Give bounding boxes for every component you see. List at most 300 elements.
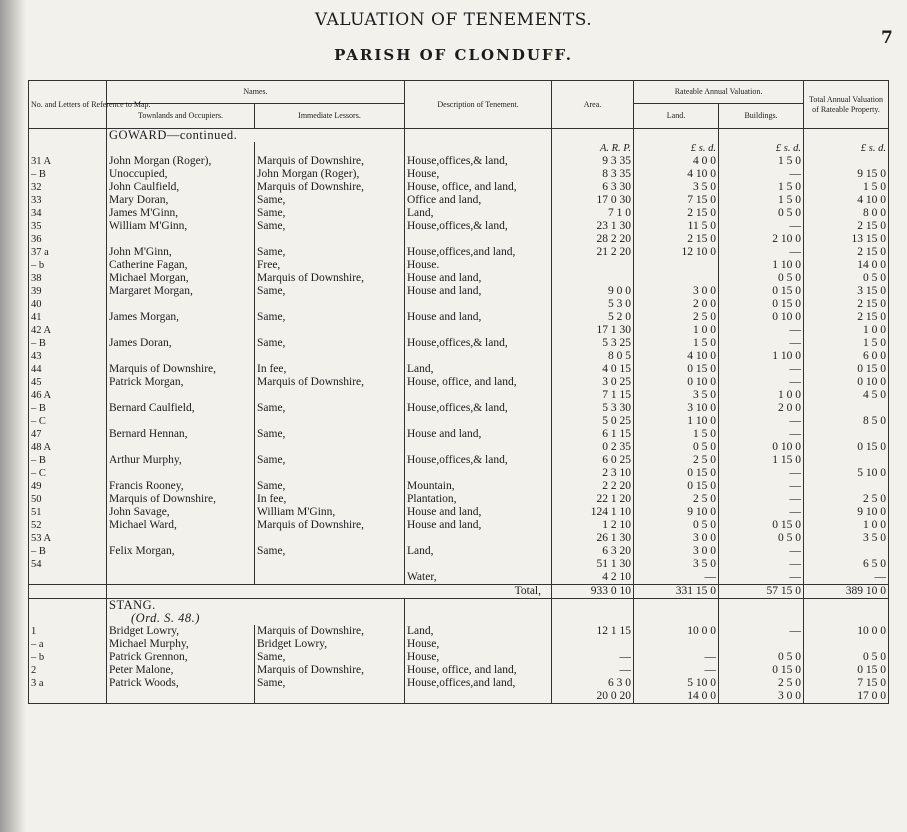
cell-description bbox=[405, 467, 552, 480]
cell-description: Land, bbox=[405, 625, 552, 638]
cell-description: House and land, bbox=[405, 285, 552, 298]
cell-lessor: Marquis of Downshire, bbox=[255, 625, 405, 638]
total-land: 331 15 0 bbox=[634, 585, 719, 599]
cell-occupier: John M'Ginn, bbox=[107, 246, 255, 259]
cell-empty bbox=[552, 612, 634, 625]
cell-description: Land, bbox=[405, 207, 552, 220]
cell-empty bbox=[405, 129, 552, 143]
cell-lessor bbox=[255, 415, 405, 428]
cell-empty bbox=[29, 142, 107, 155]
table-row bbox=[29, 664, 889, 677]
cell-occupier bbox=[107, 571, 255, 585]
cell-buildings: 2 10 0 bbox=[719, 233, 804, 246]
cell-ref: 51 bbox=[29, 506, 107, 519]
cell-lessor: Free, bbox=[255, 259, 405, 272]
cell-description bbox=[405, 558, 552, 571]
cell-occupier: Felix Morgan, bbox=[107, 545, 255, 558]
cell-occupier: Arthur Murphy, bbox=[107, 454, 255, 467]
cell-description bbox=[405, 415, 552, 428]
cell-lessor bbox=[255, 324, 405, 337]
header-names: Names. bbox=[107, 81, 405, 104]
cell-buildings: — bbox=[719, 558, 804, 571]
cell-lessor: Marquis of Downshire, bbox=[255, 272, 405, 285]
cell-empty bbox=[29, 585, 107, 599]
table-row bbox=[29, 532, 889, 545]
cell-ref: 54 bbox=[29, 558, 107, 571]
cell-occupier bbox=[107, 389, 255, 402]
cell-lessor: William M'Ginn, bbox=[255, 506, 405, 519]
table-row bbox=[29, 259, 889, 272]
cell-land: 3 0 0 bbox=[634, 545, 719, 558]
cell-buildings: 0 5 0 bbox=[719, 532, 804, 545]
cell-land: 4 10 0 bbox=[634, 168, 719, 181]
cell-lessor: Same, bbox=[255, 428, 405, 441]
cell-land: 2 5 0 bbox=[634, 493, 719, 506]
cell-empty bbox=[804, 612, 889, 625]
cell-occupier bbox=[107, 532, 255, 545]
cell-total: 6 5 0 bbox=[804, 558, 889, 571]
cell-description: House,offices,and land, bbox=[405, 246, 552, 259]
table-row bbox=[29, 690, 889, 704]
cell-empty bbox=[719, 599, 804, 613]
table-row bbox=[29, 519, 889, 532]
cell-lessor: Marquis of Downshire, bbox=[255, 376, 405, 389]
cell-occupier: Michael Ward, bbox=[107, 519, 255, 532]
section-heading-row bbox=[29, 129, 889, 143]
cell-total: 5 10 0 bbox=[804, 467, 889, 480]
cell-description: House, office, and land, bbox=[405, 376, 552, 389]
unit-label: £ s. d. bbox=[804, 142, 889, 155]
cell-buildings: — bbox=[719, 168, 804, 181]
cell-total: 2 15 0 bbox=[804, 311, 889, 324]
cell-occupier: Bernard Caulfield, bbox=[107, 402, 255, 415]
cell-area: 9 0 0 bbox=[552, 285, 634, 298]
cell-lessor: In fee, bbox=[255, 493, 405, 506]
cell-buildings: 0 15 0 bbox=[719, 285, 804, 298]
cell-land: 3 5 0 bbox=[634, 389, 719, 402]
table-row bbox=[29, 402, 889, 415]
cell-description: Water, bbox=[405, 571, 552, 585]
cell-buildings: — bbox=[719, 480, 804, 493]
cell-occupier: Michael Murphy, bbox=[107, 638, 255, 651]
table-row bbox=[29, 363, 889, 376]
cell-ref: – B bbox=[29, 168, 107, 181]
cell-description bbox=[405, 298, 552, 311]
cell-ref: 52 bbox=[29, 519, 107, 532]
cell-buildings: — bbox=[719, 467, 804, 480]
cell-area: 5 2 0 bbox=[552, 311, 634, 324]
cell-occupier: John Savage, bbox=[107, 506, 255, 519]
cell-area: 3 0 25 bbox=[552, 376, 634, 389]
cell-area: 4 0 15 bbox=[552, 363, 634, 376]
cell-buildings: 0 10 0 bbox=[719, 311, 804, 324]
cell-description: House and land, bbox=[405, 506, 552, 519]
cell-total: 2 5 0 bbox=[804, 493, 889, 506]
cell-empty bbox=[405, 599, 552, 613]
cell-area: 2 3 10 bbox=[552, 467, 634, 480]
cell-occupier: John Morgan (Roger), bbox=[107, 155, 255, 168]
cell-lessor bbox=[255, 571, 405, 585]
cell-buildings: — bbox=[719, 363, 804, 376]
header-lessors: Immediate Lessors. bbox=[255, 104, 405, 129]
cell-lessor bbox=[255, 690, 405, 704]
cell-description: House,offices,& land, bbox=[405, 402, 552, 415]
header-land: Land. bbox=[634, 104, 719, 129]
header-rateable: Rateable Annual Valuation. bbox=[634, 81, 804, 104]
cell-occupier: Catherine Fagan, bbox=[107, 259, 255, 272]
page-subtitle: PARISH OF CLONDUFF. bbox=[334, 46, 573, 64]
cell-land: 2 0 0 bbox=[634, 298, 719, 311]
cell-description: House and land, bbox=[405, 311, 552, 324]
cell-land: 0 5 0 bbox=[634, 441, 719, 454]
cell-ref: 53 A bbox=[29, 532, 107, 545]
table-row bbox=[29, 454, 889, 467]
cell-area: 12 1 15 bbox=[552, 625, 634, 638]
cell-lessor: Marquis of Downshire, bbox=[255, 155, 405, 168]
cell-empty bbox=[552, 599, 634, 613]
cell-buildings: — bbox=[719, 506, 804, 519]
cell-land: 1 10 0 bbox=[634, 415, 719, 428]
cell-land: — bbox=[634, 651, 719, 664]
cell-empty bbox=[107, 142, 255, 155]
cell-ref: – B bbox=[29, 545, 107, 558]
units-row bbox=[29, 142, 889, 155]
cell-total: 0 15 0 bbox=[804, 441, 889, 454]
cell-lessor: Same, bbox=[255, 194, 405, 207]
cell-area: 6 1 15 bbox=[552, 428, 634, 441]
total-total: 389 10 0 bbox=[804, 585, 889, 599]
cell-total: — bbox=[804, 571, 889, 585]
cell-lessor bbox=[255, 467, 405, 480]
cell-total: 0 15 0 bbox=[804, 363, 889, 376]
cell-occupier: William M'Ginn, bbox=[107, 220, 255, 233]
table-row bbox=[29, 638, 889, 651]
unit-label: £ s. d. bbox=[719, 142, 804, 155]
cell-total bbox=[804, 155, 889, 168]
table-row bbox=[29, 389, 889, 402]
cell-lessor: In fee, bbox=[255, 363, 405, 376]
cell-total: 14 0 0 bbox=[804, 259, 889, 272]
total-buildings: 57 15 0 bbox=[719, 585, 804, 599]
cell-occupier: Michael Morgan, bbox=[107, 272, 255, 285]
cell-area: — bbox=[552, 664, 634, 677]
cell-lessor bbox=[255, 298, 405, 311]
cell-description: House, office, and land, bbox=[405, 181, 552, 194]
cell-land: 1 0 0 bbox=[634, 324, 719, 337]
cell-description: House, bbox=[405, 651, 552, 664]
cell-occupier: James M'Ginn, bbox=[107, 207, 255, 220]
cell-occupier: Unoccupied, bbox=[107, 168, 255, 181]
cell-ref: 33 bbox=[29, 194, 107, 207]
cell-land bbox=[634, 272, 719, 285]
cell-description: House and land, bbox=[405, 428, 552, 441]
table-row bbox=[29, 467, 889, 480]
cell-occupier: James Morgan, bbox=[107, 311, 255, 324]
cell-total: 9 10 0 bbox=[804, 506, 889, 519]
cell-ref: – B bbox=[29, 454, 107, 467]
cell-lessor: Bridget Lowry, bbox=[255, 638, 405, 651]
table-row bbox=[29, 493, 889, 506]
cell-buildings: — bbox=[719, 545, 804, 558]
table-row bbox=[29, 233, 889, 246]
cell-area: 7 1 0 bbox=[552, 207, 634, 220]
cell-description: Office and land, bbox=[405, 194, 552, 207]
cell-ref: 2 bbox=[29, 664, 107, 677]
cell-area: 8 0 5 bbox=[552, 350, 634, 363]
cell-land: 2 5 0 bbox=[634, 311, 719, 324]
cell-ref: 37 a bbox=[29, 246, 107, 259]
cell-lessor bbox=[255, 389, 405, 402]
cell-description: House. bbox=[405, 259, 552, 272]
cell-lessor: Same, bbox=[255, 220, 405, 233]
cell-land: 7 15 0 bbox=[634, 194, 719, 207]
cell-lessor bbox=[255, 441, 405, 454]
cell-buildings: — bbox=[719, 337, 804, 350]
cell-empty bbox=[405, 142, 552, 155]
cell-empty bbox=[634, 599, 719, 613]
cell-occupier: James Doran, bbox=[107, 337, 255, 350]
cell-land: 3 0 0 bbox=[634, 285, 719, 298]
cell-description: House and land, bbox=[405, 519, 552, 532]
cell-total: 6 0 0 bbox=[804, 350, 889, 363]
table-row bbox=[29, 207, 889, 220]
cell-ref bbox=[29, 571, 107, 585]
cell-description: Mountain, bbox=[405, 480, 552, 493]
cell-area: 5 3 30 bbox=[552, 402, 634, 415]
cell-occupier: Marquis of Downshire, bbox=[107, 363, 255, 376]
cell-lessor: Same, bbox=[255, 311, 405, 324]
cell-land: — bbox=[634, 571, 719, 585]
cell-area: 23 1 30 bbox=[552, 220, 634, 233]
cell-description bbox=[405, 233, 552, 246]
cell-description: House,offices,& land, bbox=[405, 155, 552, 168]
cell-empty bbox=[552, 129, 634, 143]
cell-ref bbox=[29, 599, 107, 613]
table-row bbox=[29, 246, 889, 259]
cell-description bbox=[405, 690, 552, 704]
unit-label: £ s. d. bbox=[634, 142, 719, 155]
cell-ref: 45 bbox=[29, 376, 107, 389]
cell-total bbox=[804, 402, 889, 415]
cell-land: 3 5 0 bbox=[634, 181, 719, 194]
cell-description: House, bbox=[405, 168, 552, 181]
unit-label: A. R. P. bbox=[552, 142, 634, 155]
cell-occupier bbox=[107, 415, 255, 428]
section-title: STANG. bbox=[107, 599, 405, 613]
cell-total: 0 5 0 bbox=[804, 272, 889, 285]
cell-ref: 1 bbox=[29, 625, 107, 638]
cell-occupier: Bridget Lowry, bbox=[107, 625, 255, 638]
table-row bbox=[29, 272, 889, 285]
cell-lessor: Same, bbox=[255, 480, 405, 493]
page-title: VALUATION OF TENEMENTS. bbox=[314, 10, 593, 30]
cell-area: 6 3 30 bbox=[552, 181, 634, 194]
page-number: 7 bbox=[881, 28, 893, 48]
table-row bbox=[29, 441, 889, 454]
cell-buildings: 1 10 0 bbox=[719, 350, 804, 363]
cell-buildings bbox=[719, 638, 804, 651]
cell-empty bbox=[804, 599, 889, 613]
cell-total bbox=[804, 428, 889, 441]
header-description: Description of Tenement. bbox=[405, 81, 552, 129]
cell-total: 2 15 0 bbox=[804, 298, 889, 311]
cell-total bbox=[804, 480, 889, 493]
header-total: Total Annual Valuation of Rateable Property. bbox=[804, 81, 889, 129]
cell-area bbox=[552, 638, 634, 651]
cell-description: House,offices,and land, bbox=[405, 677, 552, 690]
cell-total: 17 0 0 bbox=[804, 690, 889, 704]
cell-buildings: 0 15 0 bbox=[719, 519, 804, 532]
cell-land: 3 5 0 bbox=[634, 558, 719, 571]
table-row bbox=[29, 480, 889, 493]
cell-empty bbox=[255, 142, 405, 155]
table-row bbox=[29, 651, 889, 664]
cell-buildings: 0 10 0 bbox=[719, 441, 804, 454]
table-row bbox=[29, 337, 889, 350]
cell-land: 1 5 0 bbox=[634, 337, 719, 350]
cell-occupier: Marquis of Downshire, bbox=[107, 493, 255, 506]
table-row bbox=[29, 428, 889, 441]
cell-area: 17 0 30 bbox=[552, 194, 634, 207]
cell-area: 5 0 25 bbox=[552, 415, 634, 428]
cell-occupier: John Caulfield, bbox=[107, 181, 255, 194]
cell-ref bbox=[29, 129, 107, 143]
cell-lessor: Marquis of Downshire, bbox=[255, 519, 405, 532]
cell-description: House,offices,& land, bbox=[405, 220, 552, 233]
cell-total: 1 5 0 bbox=[804, 181, 889, 194]
cell-land: 4 0 0 bbox=[634, 155, 719, 168]
cell-description bbox=[405, 441, 552, 454]
cell-ref: – C bbox=[29, 467, 107, 480]
cell-description: House,offices,& land, bbox=[405, 337, 552, 350]
cell-land: 3 0 0 bbox=[634, 532, 719, 545]
cell-lessor: Same, bbox=[255, 246, 405, 259]
cell-buildings: 0 15 0 bbox=[719, 298, 804, 311]
table-row bbox=[29, 350, 889, 363]
cell-ref: 49 bbox=[29, 480, 107, 493]
cell-lessor: Same, bbox=[255, 545, 405, 558]
table-row bbox=[29, 571, 889, 585]
cell-land: 0 15 0 bbox=[634, 467, 719, 480]
section-title: GOWARD—continued. bbox=[107, 129, 405, 143]
cell-occupier bbox=[107, 690, 255, 704]
valuation-table bbox=[28, 80, 889, 704]
section-subtitle: (Ord. S. 48.) bbox=[107, 612, 405, 625]
cell-ref: – B bbox=[29, 337, 107, 350]
table-row bbox=[29, 677, 889, 690]
cell-lessor bbox=[255, 532, 405, 545]
cell-land: 3 10 0 bbox=[634, 402, 719, 415]
cell-description bbox=[405, 350, 552, 363]
table-row bbox=[29, 298, 889, 311]
cell-occupier bbox=[107, 298, 255, 311]
table-row bbox=[29, 181, 889, 194]
cell-area: 5 3 0 bbox=[552, 298, 634, 311]
cell-lessor bbox=[255, 233, 405, 246]
cell-lessor bbox=[255, 350, 405, 363]
cell-buildings: 1 5 0 bbox=[719, 194, 804, 207]
cell-area: 6 3 20 bbox=[552, 545, 634, 558]
cell-land: 4 10 0 bbox=[634, 350, 719, 363]
cell-buildings: 2 0 0 bbox=[719, 402, 804, 415]
cell-area: 20 0 20 bbox=[552, 690, 634, 704]
cell-ref: 43 bbox=[29, 350, 107, 363]
cell-ref: 38 bbox=[29, 272, 107, 285]
cell-area: 28 2 20 bbox=[552, 233, 634, 246]
cell-lessor: Same, bbox=[255, 402, 405, 415]
cell-ref: – a bbox=[29, 638, 107, 651]
cell-occupier: Francis Rooney, bbox=[107, 480, 255, 493]
cell-lessor: Same, bbox=[255, 337, 405, 350]
cell-land: — bbox=[634, 664, 719, 677]
cell-total: 2 15 0 bbox=[804, 220, 889, 233]
cell-buildings: 1 10 0 bbox=[719, 259, 804, 272]
header-buildings: Buildings. bbox=[719, 104, 804, 129]
cell-occupier: Margaret Morgan, bbox=[107, 285, 255, 298]
header-occupiers: Townlands and Occupiers. bbox=[107, 104, 255, 129]
cell-total: 13 15 0 bbox=[804, 233, 889, 246]
cell-total: 8 5 0 bbox=[804, 415, 889, 428]
cell-total: 7 15 0 bbox=[804, 677, 889, 690]
cell-ref: 34 bbox=[29, 207, 107, 220]
cell-empty bbox=[719, 129, 804, 143]
cell-area: 124 1 10 bbox=[552, 506, 634, 519]
cell-total: 1 0 0 bbox=[804, 519, 889, 532]
section-heading-row bbox=[29, 599, 889, 613]
cell-total: 10 0 0 bbox=[804, 625, 889, 638]
cell-empty bbox=[719, 612, 804, 625]
cell-occupier: Patrick Woods, bbox=[107, 677, 255, 690]
cell-land bbox=[634, 638, 719, 651]
cell-total: 9 15 0 bbox=[804, 168, 889, 181]
cell-lessor: Marquis of Downshire, bbox=[255, 664, 405, 677]
table-row bbox=[29, 376, 889, 389]
cell-area: 6 0 25 bbox=[552, 454, 634, 467]
cell-area: 8 3 35 bbox=[552, 168, 634, 181]
cell-total: 1 5 0 bbox=[804, 337, 889, 350]
total-area: 933 0 10 bbox=[552, 585, 634, 599]
cell-total: 0 15 0 bbox=[804, 664, 889, 677]
table-row bbox=[29, 415, 889, 428]
cell-occupier: Patrick Grennon, bbox=[107, 651, 255, 664]
cell-land: 0 10 0 bbox=[634, 376, 719, 389]
cell-buildings: 3 0 0 bbox=[719, 690, 804, 704]
cell-land: 2 15 0 bbox=[634, 233, 719, 246]
cell-ref: 46 A bbox=[29, 389, 107, 402]
cell-buildings: 1 5 0 bbox=[719, 181, 804, 194]
cell-ref: – b bbox=[29, 259, 107, 272]
cell-ref bbox=[29, 690, 107, 704]
cell-lessor: Same, bbox=[255, 285, 405, 298]
table-row bbox=[29, 194, 889, 207]
cell-land: 2 5 0 bbox=[634, 454, 719, 467]
cell-land: 0 15 0 bbox=[634, 480, 719, 493]
table-row bbox=[29, 506, 889, 519]
table-row bbox=[29, 558, 889, 571]
cell-total: 1 0 0 bbox=[804, 324, 889, 337]
cell-occupier bbox=[107, 467, 255, 480]
cell-occupier bbox=[107, 558, 255, 571]
cell-occupier bbox=[107, 233, 255, 246]
cell-land: 0 5 0 bbox=[634, 519, 719, 532]
table-row bbox=[29, 311, 889, 324]
cell-description: House, bbox=[405, 638, 552, 651]
cell-lessor: Marquis of Downshire, bbox=[255, 181, 405, 194]
cell-description: Plantation, bbox=[405, 493, 552, 506]
total-row bbox=[29, 585, 889, 599]
cell-ref: 32 bbox=[29, 181, 107, 194]
header-area: Area. bbox=[552, 81, 634, 129]
